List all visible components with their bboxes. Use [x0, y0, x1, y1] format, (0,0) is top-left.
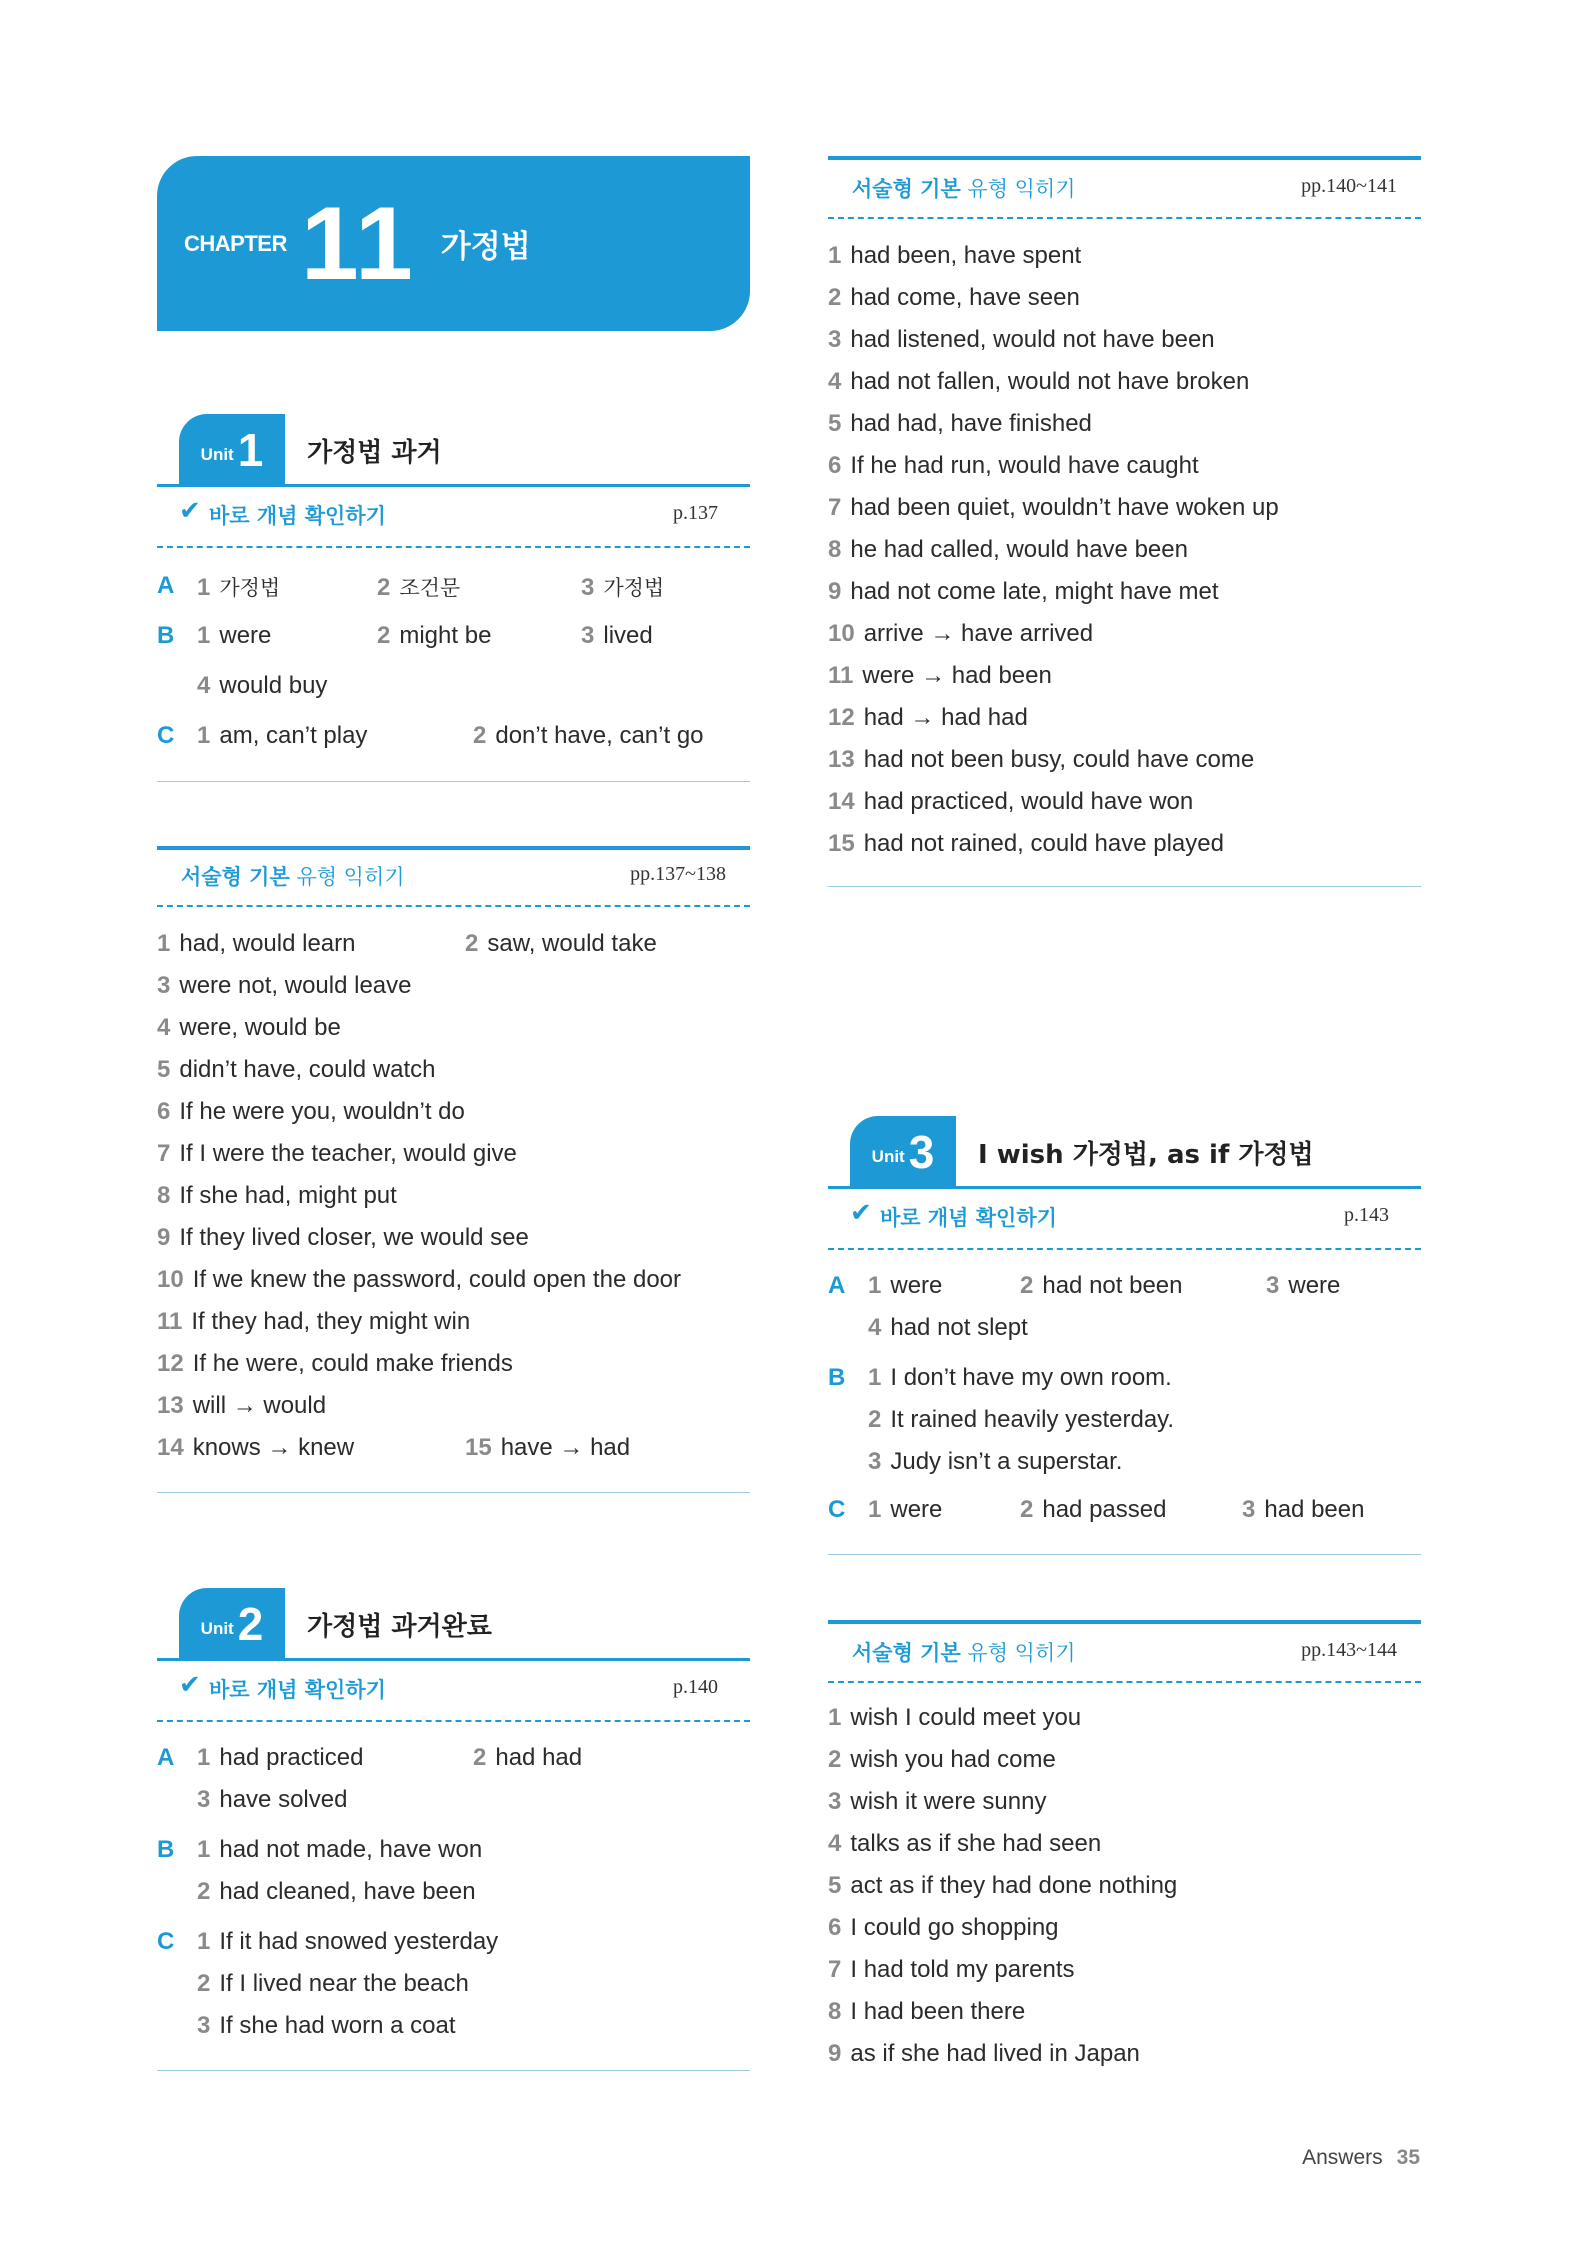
list-item: 7 If I were the teacher, would give	[157, 1140, 517, 1167]
list-item: 10 If we knew the password, could open the door	[157, 1266, 681, 1293]
list-item: 10 arrive → have arrived	[828, 620, 1094, 647]
dashed-divider	[828, 217, 1421, 219]
list-item: 3 wish it were sunny	[828, 1788, 1047, 1815]
answer-item: 1 I don’t have my own room.	[868, 1364, 1172, 1391]
list-item: 2 had come, have seen	[828, 284, 1080, 311]
section-letter: B	[157, 622, 175, 649]
list-item: 13 had not been busy, could have come	[828, 746, 1255, 773]
unit-number: 3	[908, 1126, 935, 1178]
dashed-divider	[828, 1681, 1421, 1683]
list-item: 8 If she had, might put	[157, 1182, 397, 1209]
box-top-line	[157, 846, 750, 850]
box-top-line	[828, 156, 1421, 160]
page-footer	[1302, 2146, 1420, 2170]
dashed-divider	[157, 546, 750, 548]
unit2-check-header	[157, 1666, 750, 1710]
section-end-line	[828, 1554, 1421, 1555]
section-letter: B	[828, 1364, 846, 1391]
answer-item: 2 had cleaned, have been	[197, 1878, 476, 1905]
box-label: 서술형 기본 유형 익히기	[181, 865, 405, 889]
answer-item: 4 would buy	[197, 672, 328, 699]
section-end-line	[828, 886, 1421, 887]
answer-item: 1 had not made, have won	[197, 1836, 483, 1863]
answer-item: 4 had not slept	[868, 1314, 1028, 1341]
dashed-divider	[828, 1248, 1421, 1250]
unit3-tab	[850, 1116, 956, 1188]
answer-item: 3 lived	[581, 622, 653, 649]
unit-word: Unit	[871, 1147, 905, 1166]
box3-header	[828, 1631, 1421, 1671]
list-item: 11 were → had been	[828, 662, 1052, 689]
list-item: 5 act as if they had done nothing	[828, 1872, 1178, 1899]
list-item: 6 If he had run, would have caught	[828, 452, 1199, 479]
page-ref: pp.140~141	[1301, 175, 1397, 197]
list-item: 7 I had told my parents	[828, 1956, 1075, 1983]
unit-divider	[828, 1186, 1421, 1189]
check-icon: ✔	[850, 1198, 872, 1228]
check-icon: ✔	[179, 1670, 201, 1700]
section-end-line	[157, 781, 750, 782]
chapter-title: 가정법	[440, 229, 531, 265]
footer-label: Answers	[1302, 2146, 1383, 2169]
list-item: 12 had → had had	[828, 704, 1028, 731]
list-item: 3 were not, would leave	[157, 972, 412, 999]
section-end-line	[157, 1492, 750, 1493]
answer-item: 2 might be	[377, 622, 492, 649]
answer-item: 2 If I lived near the beach	[197, 1970, 469, 1997]
answer-item: 2 don’t have, can’t go	[473, 722, 704, 749]
list-item: 2 wish you had come	[828, 1746, 1056, 1773]
answer-item: 2 조건문	[377, 574, 461, 601]
list-item: 15 have → had	[465, 1434, 631, 1461]
unit2-title: 가정법 과거완료	[307, 1612, 492, 1642]
section-letter: C	[157, 722, 175, 749]
list-item: 1 wish I could meet you	[828, 1704, 1082, 1731]
answer-item: 1 가정법	[197, 574, 281, 601]
answer-item: 2 It rained heavily yesterday.	[868, 1406, 1175, 1433]
page-ref: p.140	[673, 1676, 718, 1698]
box1-header	[157, 855, 750, 895]
box-label: 서술형 기본 유형 익히기	[852, 1641, 1076, 1665]
answer-item: 1 were	[197, 622, 272, 649]
page-number: 35	[1396, 2146, 1420, 2169]
answer-item: 2 had passed	[1020, 1496, 1167, 1523]
answer-item: 3 If she had worn a coat	[197, 2012, 456, 2039]
answer-item: 1 am, can’t play	[197, 722, 368, 749]
answer-item: 3 Judy isn’t a superstar.	[868, 1448, 1123, 1475]
section-letter: A	[157, 572, 175, 599]
unit-number: 1	[237, 424, 264, 476]
check-icon: ✔	[179, 496, 201, 526]
list-item: 13 will → would	[157, 1392, 327, 1419]
unit1-tab	[179, 414, 285, 486]
check-label: 바로 개념 확인하기	[880, 1206, 1057, 1230]
unit-word: Unit	[200, 445, 234, 464]
answer-item: 3 had been	[1242, 1496, 1365, 1523]
list-item: 11 If they had, they might win	[157, 1308, 471, 1335]
unit3-title: I wish 가정법, as if 가정법	[978, 1140, 1314, 1170]
unit-divider	[157, 1658, 750, 1661]
answer-item: 3 가정법	[581, 574, 665, 601]
unit1-title: 가정법 과거	[307, 438, 442, 468]
list-item: 14 knows → knew	[157, 1434, 355, 1461]
unit-number: 2	[237, 1598, 264, 1650]
section-letter: C	[828, 1496, 846, 1523]
box-label: 서술형 기본 유형 익히기	[852, 177, 1076, 201]
answer-item: 3 were	[1266, 1272, 1341, 1299]
answer-item: 1 If it had snowed yesterday	[197, 1928, 499, 1955]
list-item: 9 had not come late, might have met	[828, 578, 1219, 605]
list-item: 15 had not rained, could have played	[828, 830, 1224, 857]
list-item: 6 If he were you, wouldn’t do	[157, 1098, 465, 1125]
list-item: 5 didn’t have, could watch	[157, 1056, 436, 1083]
answer-item: 1 were	[868, 1272, 943, 1299]
list-item: 5 had had, have finished	[828, 410, 1092, 437]
list-item: 9 If they lived closer, we would see	[157, 1224, 529, 1251]
unit-word: Unit	[200, 1619, 234, 1638]
unit1-check-header	[157, 492, 750, 536]
unit2-tab	[179, 1588, 285, 1660]
page-ref: pp.137~138	[630, 863, 726, 885]
check-label: 바로 개념 확인하기	[209, 504, 386, 528]
page-ref: p.137	[673, 502, 718, 524]
unit3-check-header	[828, 1194, 1421, 1238]
section-end-line	[157, 2070, 750, 2071]
list-item: 4 had not fallen, would not have broken	[828, 368, 1250, 395]
section-letter: A	[157, 1744, 175, 1771]
dashed-divider	[157, 1720, 750, 1722]
list-item: 1 had, would learn	[157, 930, 356, 957]
check-label: 바로 개념 확인하기	[209, 1678, 386, 1702]
answer-item: 2 had had	[473, 1744, 583, 1771]
list-item: 7 had been quiet, wouldn’t have woken up	[828, 494, 1279, 521]
list-item: 2 saw, would take	[465, 930, 657, 957]
list-item: 6 I could go shopping	[828, 1914, 1059, 1941]
chapter-number: 11	[300, 185, 415, 302]
section-letter: A	[828, 1272, 846, 1299]
answer-item: 1 were	[868, 1496, 943, 1523]
box2-header	[828, 167, 1421, 207]
list-item: 4 were, would be	[157, 1014, 341, 1041]
chapter-word: CHAPTER	[184, 230, 287, 256]
answer-item: 3 have solved	[197, 1786, 348, 1813]
page-ref: p.143	[1344, 1204, 1389, 1226]
list-item: 4 talks as if she had seen	[828, 1830, 1102, 1857]
unit-divider	[157, 484, 750, 487]
list-item: 14 had practiced, would have won	[828, 788, 1194, 815]
list-item: 12 If he were, could make friends	[157, 1350, 513, 1377]
list-item: 9 as if she had lived in Japan	[828, 2040, 1140, 2067]
answer-item: 1 had practiced	[197, 1744, 364, 1771]
chapter-banner	[157, 156, 750, 331]
section-letter: B	[157, 1836, 175, 1863]
answer-item: 2 had not been	[1020, 1272, 1183, 1299]
section-letter: C	[157, 1928, 175, 1955]
list-item: 3 had listened, would not have been	[828, 326, 1215, 353]
list-item: 1 had been, have spent	[828, 242, 1082, 269]
box-top-line	[828, 1620, 1421, 1624]
list-item: 8 I had been there	[828, 1998, 1026, 2025]
list-item: 8 he had called, would have been	[828, 536, 1188, 563]
dashed-divider	[157, 905, 750, 907]
page-ref: pp.143~144	[1301, 1639, 1397, 1661]
